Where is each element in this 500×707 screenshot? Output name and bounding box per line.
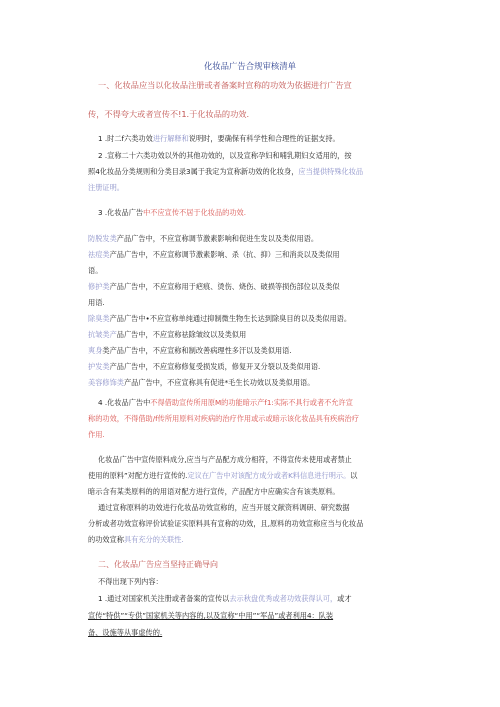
para1-line-a: 化妆品广告中宣传原料成分,应当与产品配方成分相符，不得宣传未使用或者禁止	[98, 455, 352, 464]
item4-line-a	[98, 398, 353, 407]
section2-intro: 不得出现下列内容：	[98, 577, 163, 586]
item2-line-a: 2 .宣称二十六类功效以外的其他功效的，以及宣称孕妇和哺乳期妇女适用的，按	[98, 151, 352, 160]
item2-line-b-blue: 应当提供特殊化妆品	[298, 167, 364, 176]
item4-line-b: 称的功效，不得借助/f传所用原料对疾病的治疗作用或示或暗示该化妆品具有疾病治疗	[88, 414, 359, 423]
list-item	[88, 330, 246, 339]
s2-item1-pre: 1 .通过对国家机关注册或者备案的宣传以	[98, 594, 230, 603]
para2-line-a: 通过宣称原料的功效进行化妆品功效宣称的，应当开展文献资料调研、研究数据	[98, 503, 350, 512]
list-item-key: 美容修饰类	[88, 378, 124, 387]
para1-line-b	[88, 471, 358, 480]
item4-line-c: 作用.	[88, 430, 105, 439]
item1-pre: 1 .时二f六类功效	[98, 134, 153, 143]
item3-red: 中不应宣传不居于化妆品的功效.	[143, 208, 247, 217]
item2-line-b-text: 照4化妆品分类规则和分类目录3属于我定为宣称新功效的化妆身，	[88, 167, 299, 176]
list-item-key: 防脱发类	[88, 234, 117, 243]
para1-b-post: 以	[350, 471, 358, 480]
list-item-text: 品广告中，不应宣称祛除皱纹以及类似用	[116, 330, 247, 339]
list-item-text: 产品广告中，不应宣称修复受损发质，修复开叉分裂以及类似用语.	[109, 362, 321, 371]
list-item	[88, 282, 340, 291]
item1-blue: 进行解释和	[152, 134, 189, 143]
list-item	[88, 346, 292, 355]
list-item	[88, 298, 105, 307]
section2-heading: 二、化妆品广告应当坚持正确导向	[98, 560, 218, 569]
list-item-text: 产品广告中，不应宣称调节激素影响和促进生发以及类似用语。	[116, 234, 319, 243]
list-item-text: 产品广告中，不应宣称用于疤痕、烫伤、烧伤、破损等损伤部位以及类似	[109, 282, 340, 291]
para1-line-c: 暗示含有某类原料的的用语对配方进行宣传，产品配方中应确实含有该类原料。	[88, 487, 340, 496]
s2-item1-line-b: 宣传“特供”“专供”国家机关等内容的,以及宣称“中用”“军品”或者利用4：队装	[88, 611, 334, 620]
list-item-key: 修护类	[88, 282, 110, 291]
list-item	[88, 250, 340, 259]
item4-red: 不得借助宣传所用原M的功能暗示产f1:实际不具行或者不允许宣	[150, 398, 353, 407]
list-item-text: 语。	[88, 266, 103, 275]
list-item-key: 抗皱类产	[88, 330, 117, 339]
item1	[98, 134, 340, 143]
list-item-key: 祛痘类	[88, 250, 110, 259]
list-item	[88, 362, 320, 371]
list-item-text: 类产品广告中，不应宣称和制改善病理性多汗以及类似用语.	[102, 346, 292, 355]
para1-b-blue: 定议在广告中对该配方成分或者K料信息进行明示。	[187, 471, 351, 480]
list-item	[88, 234, 318, 243]
item3-pre: 3 .化妆品广告	[98, 208, 144, 217]
section1-heading: 一、化妆品应当以化妆品注册或者备案时宣称的功效为依据进行广告宣	[98, 80, 352, 90]
s2-item1-line-c: 备、设施等从事虚传的.	[88, 628, 163, 637]
para2-line-b: 分析或者功效宣称评价试验证实原料具有宣称的功效，且,原料的功效宣称应当与化妆品	[88, 519, 364, 528]
item3	[98, 208, 246, 217]
section1-heading-cont: 传，不得夸大或者宣传不!1.于化妆品的功效.	[88, 109, 250, 119]
para2-c-blue: 具有充分的关联性.	[123, 535, 184, 544]
document-title: 化妆品广告合规审核清单	[203, 61, 297, 71]
s2-item1-line-a	[98, 594, 352, 603]
item2-line-b	[88, 167, 363, 176]
list-item-key: 爽身	[88, 346, 103, 355]
list-item	[88, 378, 314, 387]
item1-post: 说明时，要确保有科学性和合理性的证据支持。	[188, 134, 340, 143]
list-item	[88, 314, 351, 323]
list-item-text: 产品广告中，不应宣称调节激素影响、杀（抗、抑）三和消炎以及类似用	[109, 250, 340, 259]
para2-line-c	[88, 535, 184, 544]
list-item-key: 护发类	[88, 362, 110, 371]
item2-line-c: 注册证明。	[88, 183, 124, 192]
list-item-text: 产品广告中，不应宣称具有促进*毛生长功效以及类似用语。	[123, 378, 315, 387]
para2-c-pre: 的功效宣称	[88, 535, 124, 544]
list-item-text: 产品广告中•不应宣称单纯通过抑制微生物生长达到除臭目的以及类似用语。	[109, 314, 352, 323]
s2-item1-blue: 去示秋盘优秀或者功效获得认可，	[229, 594, 338, 603]
para1-b-pre: 使用的原料”对配方进行宣传的.	[88, 471, 188, 480]
list-item	[88, 266, 102, 275]
list-item-text: 用语.	[88, 298, 105, 307]
s2-item1-post: 或才	[337, 594, 352, 603]
item4-pre: 4 .化妆品广告中	[98, 398, 151, 407]
list-item-key: 除臭类	[88, 314, 110, 323]
